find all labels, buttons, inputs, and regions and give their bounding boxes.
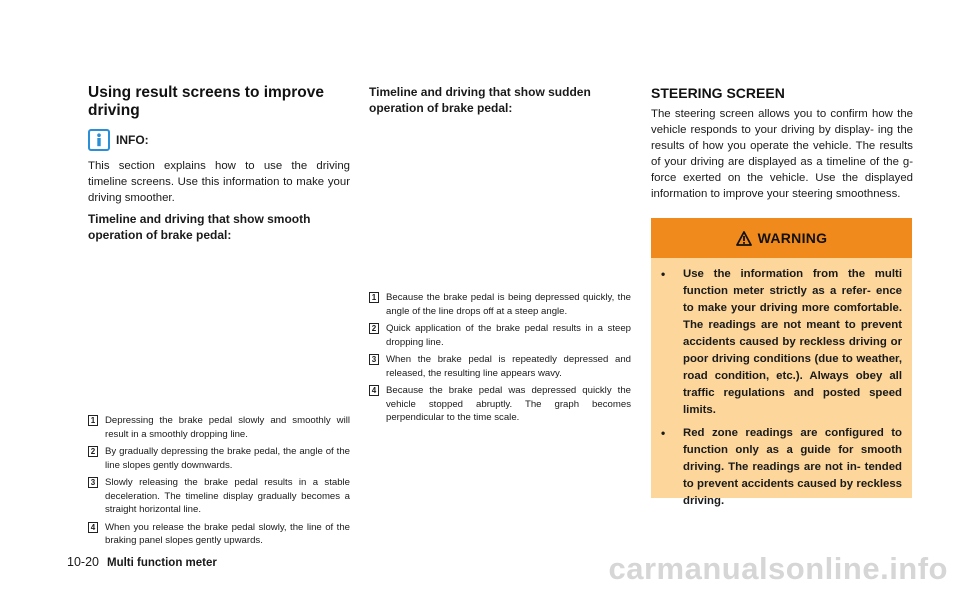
warning-item (661, 266, 902, 419)
sudden-brake-notes (369, 291, 631, 429)
steering-screen-title: STEERING SCREEN (651, 85, 785, 101)
note-item (88, 476, 350, 517)
note-text: By gradually depressing the brake pedal, the angle of the line slopes gently downwards. (105, 446, 350, 471)
note-number: 2 (88, 446, 98, 457)
warning-text: Use the information from the multi function meter strictly as a refer- ence to make your driving more comfortable. The readings are not meant to prevent accidents caused by reckless driving or poor driving conditions (due to weather, road condition, etc.). Always obey all traffic regulations and posted speed limits. (683, 268, 902, 416)
left-body (88, 158, 350, 243)
note-number: 2 (369, 323, 379, 334)
info-note (88, 129, 149, 151)
note-number: 1 (88, 415, 98, 426)
note-text: When the brake pedal is repeatedly depressed and released, the resulting line appears wavy. (386, 354, 631, 379)
warning-title: WARNING (757, 230, 828, 246)
note-item (88, 445, 350, 472)
note-number: 1 (369, 292, 379, 303)
intro-text: This section explains how to use the driving timeline screens. Use this information to make your driving smoother. (88, 160, 350, 204)
note-text: Because the brake pedal was depressed quickly the vehicle stopped abruptly. The graph becomes perpendicular to the time scale. (386, 385, 631, 423)
bullet: • (661, 426, 666, 440)
watermark: carmanualsonline.info (608, 551, 948, 586)
page-footer (67, 555, 217, 569)
steering-description: The steering screen allows you to confirm how the vehicle responds to your driving by display- ing the results of how you operate the vehicle. The results of your driving are displayed as a timeline of the g-force exerted on the vehicle. Use the displayed information to improve your steering smoothness. (651, 108, 913, 200)
note-number: 4 (369, 385, 379, 396)
note-number: 3 (369, 354, 379, 365)
warning-header (651, 218, 912, 258)
note-item (369, 353, 631, 380)
note-item (369, 384, 631, 425)
warning-box (651, 218, 912, 507)
note-item (369, 291, 631, 318)
note-number: 3 (88, 477, 98, 488)
warning-item (661, 425, 902, 510)
smooth-brake-heading: Timeline and driving that show smooth operation of brake pedal: (88, 212, 311, 242)
smooth-brake-notes (88, 414, 350, 552)
info-icon (88, 129, 110, 151)
steering-body (651, 106, 913, 202)
chapter-title: Multi function meter (106, 557, 217, 569)
note-item (88, 414, 350, 441)
sudden-brake-heading: Timeline and driving that show sudden operation of brake pedal: (369, 85, 591, 115)
warning-text: Red zone readings are configured to function only as a guide for smooth driving. The readings are not in- tended to prevent accidents caused by reckless driving. (683, 427, 902, 507)
warning-list (651, 258, 912, 510)
warning-icon (736, 231, 752, 246)
middle-body (369, 84, 631, 116)
note-text: Depressing the brake pedal slowly and smoothly will result in a smoothly dropping line. (105, 415, 350, 440)
note-item (369, 322, 631, 349)
info-label: INFO: (116, 133, 149, 147)
page-number: 10-20 (67, 555, 99, 569)
note-number: 4 (88, 522, 98, 533)
note-text: Quick application of the brake pedal results in a steep dropping line. (386, 323, 631, 348)
note-text: When you release the brake pedal slowly, the line of the braking panel slopes gently upwards. (105, 521, 350, 546)
note-text: Because the brake pedal is being depressed quickly, the angle of the line drops off at a steep angle. (386, 292, 631, 317)
note-text: Slowly releasing the brake pedal results in a stable deceleration. The timeline display gradually becomes a straight horizontal line. (105, 477, 350, 515)
bullet: • (661, 267, 666, 281)
note-item (88, 521, 350, 548)
section-title: Using result screens to improve driving (88, 84, 325, 119)
